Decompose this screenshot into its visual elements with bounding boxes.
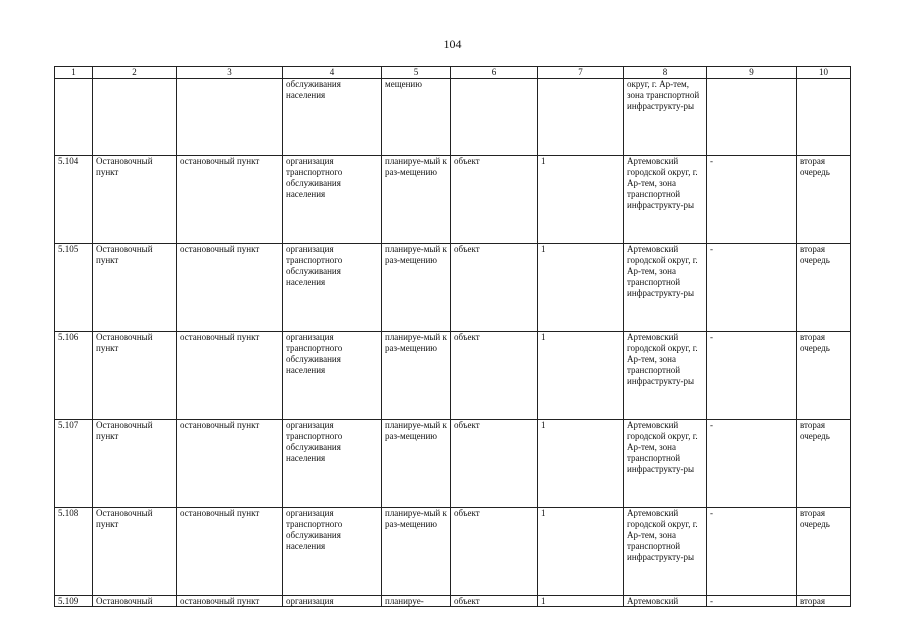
table-cell: Артемовский городской округ, г. Ар-тем, зона транспортной инфраструкту-ры	[624, 420, 707, 508]
table-cell: -	[707, 420, 797, 508]
table-cell: объект	[451, 596, 538, 607]
column-header: 8	[624, 67, 707, 79]
table-cell: мещению	[382, 79, 451, 156]
table-cell: 1	[538, 420, 624, 508]
table-cell: планируе-мый к раз-мещению	[382, 156, 451, 244]
table-cell: остановочный пункт	[177, 508, 283, 596]
table-cell: организация транспортного обслуживания населения	[283, 244, 382, 332]
table-cell	[93, 79, 177, 156]
column-header: 7	[538, 67, 624, 79]
table-cell: Артемовский городской округ, г. Ар-тем, зона транспортной инфраструкту-ры	[624, 156, 707, 244]
table-cell: вторая очередь	[797, 332, 851, 420]
table-cell: организация транспортного обслуживания населения	[283, 420, 382, 508]
table-cell: остановочный пункт	[177, 420, 283, 508]
table-cell	[451, 79, 538, 156]
table-cell: 1	[538, 244, 624, 332]
table-row	[55, 420, 851, 508]
table-cell: 1	[538, 596, 624, 607]
table-cell: остановочный пункт	[177, 332, 283, 420]
column-header: 1	[55, 67, 93, 79]
table-cell: планируе-мый к раз-мещению	[382, 244, 451, 332]
table-cell	[797, 79, 851, 156]
column-header: 2	[93, 67, 177, 79]
column-header: 4	[283, 67, 382, 79]
column-header: 3	[177, 67, 283, 79]
table-cell: Остановочный пункт	[93, 420, 177, 508]
table-cell: остановочный пункт	[177, 156, 283, 244]
table-cell: обслуживания населения	[283, 79, 382, 156]
table-cell: планируе-мый к раз-мещению	[382, 420, 451, 508]
table-cell: округ, г. Ар-тем, зона транспортной инфраструкту-ры	[624, 79, 707, 156]
table-cell: -	[707, 244, 797, 332]
table-row	[55, 596, 851, 607]
table-row	[55, 156, 851, 244]
table-cell: 1	[538, 332, 624, 420]
table-cell: вторая очередь	[797, 156, 851, 244]
table-cell: -	[707, 508, 797, 596]
page-number: 104	[443, 37, 462, 51]
table-cell: Остановочный пункт	[93, 244, 177, 332]
table-cell: остановочный пункт	[177, 244, 283, 332]
column-header: 5	[382, 67, 451, 79]
table-row	[55, 79, 851, 156]
table-cell: Остановочный пункт	[93, 508, 177, 596]
table-cell: Остановочный пункт	[93, 332, 177, 420]
table-cell: объект	[451, 156, 538, 244]
column-header: 6	[451, 67, 538, 79]
table-cell	[55, 79, 93, 156]
column-header: 10	[797, 67, 851, 79]
table-cell: 5.108	[55, 508, 93, 596]
table-cell: 5.109	[55, 596, 93, 607]
column-header: 9	[707, 67, 797, 79]
table-cell: 5.104	[55, 156, 93, 244]
table-cell: Остановочный пункт	[93, 156, 177, 244]
table-header-row	[55, 67, 851, 79]
table-row	[55, 508, 851, 596]
table-cell: вторая очередь	[797, 420, 851, 508]
table-cell: Артемовский городской округ, г. Ар-тем, зона транспортной инфраструкту-ры	[624, 508, 707, 596]
table-cell	[538, 79, 624, 156]
table-cell: организация транспортного обслуживания населения	[283, 156, 382, 244]
table-cell: объект	[451, 508, 538, 596]
table-cell: планируе-мый к раз-мещению	[382, 332, 451, 420]
table-cell: 5.106	[55, 332, 93, 420]
table-cell: вторая	[797, 596, 851, 607]
table-cell: Артемовский городской округ, г. Ар-тем, зона транспортной инфраструкту-ры	[624, 332, 707, 420]
table-cell	[707, 79, 797, 156]
table-cell: планируе-мый к раз-мещению	[382, 508, 451, 596]
table-cell: Остановочный	[93, 596, 177, 607]
table-row	[55, 332, 851, 420]
table-row	[55, 244, 851, 332]
document-table	[54, 66, 851, 607]
table-cell: организация	[283, 596, 382, 607]
table-cell: вторая очередь	[797, 508, 851, 596]
table-cell: объект	[451, 332, 538, 420]
table-cell: вторая очередь	[797, 244, 851, 332]
table-cell: 5.105	[55, 244, 93, 332]
table-cell: организация транспортного обслуживания населения	[283, 332, 382, 420]
table-cell: Артемовский	[624, 596, 707, 607]
table-cell: остановочный пункт	[177, 596, 283, 607]
table-cell: -	[707, 332, 797, 420]
table-cell: -	[707, 156, 797, 244]
table-cell: -	[707, 596, 797, 607]
table-cell: объект	[451, 420, 538, 508]
table-cell: 1	[538, 156, 624, 244]
table-cell: 5.107	[55, 420, 93, 508]
table-cell: объект	[451, 244, 538, 332]
table-cell	[177, 79, 283, 156]
table-cell: Артемовский городской округ, г. Ар-тем, зона транспортной инфраструкту-ры	[624, 244, 707, 332]
table-cell: планируе-	[382, 596, 451, 607]
table-cell: 1	[538, 508, 624, 596]
table-cell: организация транспортного обслуживания населения	[283, 508, 382, 596]
